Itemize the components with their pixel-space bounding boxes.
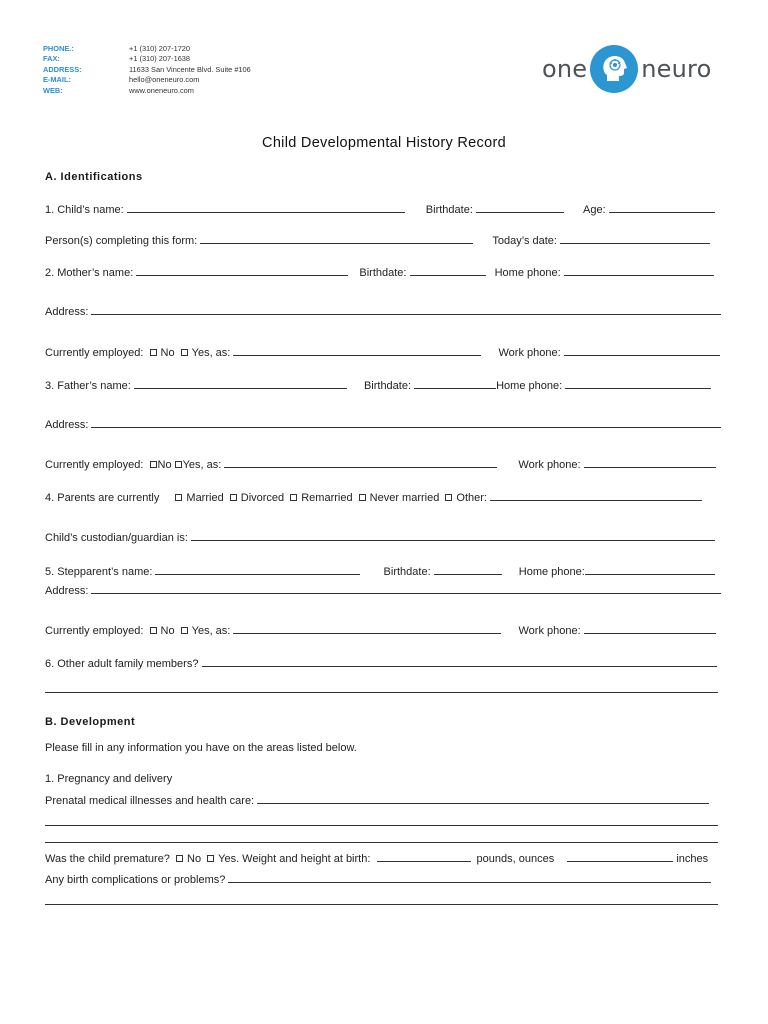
contact-value: hello@oneneuro.com (129, 75, 200, 85)
page-title: Child Developmental History Record (262, 135, 506, 151)
section-b-heading: B. Development (45, 716, 136, 728)
label-stepparent: 5. Stepparent’s name: (45, 566, 153, 578)
father-home-phone-field[interactable] (565, 378, 711, 389)
label-work-phone: Work phone: (498, 347, 561, 359)
label-premature: Was the child premature? (45, 853, 170, 865)
contact-block (43, 44, 251, 96)
remarried-checkbox[interactable] (290, 494, 297, 501)
label-yes-as: Yes, as: (191, 625, 231, 637)
contact-value: +1 (310) 207-1638 (129, 54, 191, 64)
label-home-phone: Home phone: (494, 267, 561, 279)
contact-row-fax (43, 54, 251, 64)
row-stepparent-employed (45, 623, 716, 637)
row-father-employed (45, 457, 716, 471)
label-complications: Any birth complications or problems? (45, 874, 226, 886)
label-currently-employed: Currently employed: (45, 459, 144, 471)
development-intro: Please fill in any information you have on the areas listed below. (45, 742, 357, 754)
stepparent-work-phone-field[interactable] (584, 623, 716, 634)
father-birthdate-field[interactable] (414, 378, 496, 389)
pregnancy-heading: 1. Pregnancy and delivery (45, 773, 173, 785)
row-prenatal (45, 793, 709, 807)
label-age: Age: (583, 204, 606, 216)
label-currently-employed: Currently employed: (45, 625, 144, 637)
row-child-name (45, 202, 715, 216)
contact-label: WEB: (43, 85, 63, 95)
other-adults-field[interactable] (202, 656, 717, 667)
persons-field[interactable] (200, 233, 473, 244)
row-complications (45, 872, 711, 886)
company-logo (542, 44, 711, 94)
logo-word-one: one (542, 55, 588, 83)
label-yes-as: Yes, as: (182, 459, 222, 471)
label-work-phone: Work phone: (518, 459, 581, 471)
label-address: Address: (45, 419, 89, 431)
child-age-field[interactable] (609, 202, 715, 213)
label-other: Other: (456, 492, 487, 504)
father-work-phone-field[interactable] (584, 457, 716, 468)
mother-home-phone-field[interactable] (564, 265, 714, 276)
divorced-checkbox[interactable] (230, 494, 237, 501)
custodian-field[interactable] (191, 530, 715, 541)
label-pounds: pounds, ounces (476, 853, 555, 865)
contact-label: PHONE.: (43, 44, 74, 53)
child-birthdate-field[interactable] (476, 202, 564, 213)
label-currently-employed: Currently employed: (45, 347, 144, 359)
label-no: No (157, 459, 172, 471)
mother-occupation-field[interactable] (233, 345, 481, 356)
todays-date-field[interactable] (560, 233, 710, 244)
father-occupation-field[interactable] (224, 457, 497, 468)
premature-yes-checkbox[interactable] (207, 855, 214, 862)
label-no: No (160, 347, 175, 359)
row-mother-address (45, 304, 721, 318)
label-prenatal: Prenatal medical illnesses and health care: (45, 795, 255, 807)
never-married-checkbox[interactable] (359, 494, 366, 501)
other-checkbox[interactable] (445, 494, 452, 501)
stepparent-home-phone-field[interactable] (585, 564, 715, 575)
label-todays-date: Today’s date: (492, 235, 557, 247)
label-never-married: Never married (369, 492, 440, 504)
other-adults-field-line-2[interactable] (45, 692, 718, 693)
row-stepparent-name (45, 564, 715, 578)
birth-weight-field[interactable] (377, 851, 471, 862)
label-parents-currently: 4. Parents are currently (45, 492, 160, 504)
contact-row-address (43, 65, 251, 75)
prenatal-field-line-2[interactable] (45, 825, 718, 826)
mother-employed-no-checkbox[interactable] (150, 349, 157, 356)
label-married: Married (186, 492, 224, 504)
label-yes-weight: Yes. Weight and height at birth: (218, 853, 371, 865)
married-checkbox[interactable] (175, 494, 182, 501)
father-address-field[interactable] (91, 417, 721, 428)
row-custodian (45, 530, 715, 544)
label-child-name: 1. Child’s name: (45, 204, 124, 216)
label-no: No (160, 625, 175, 637)
label-mother-name: 2. Mother’s name: (45, 267, 134, 279)
father-employed-yes-checkbox[interactable] (175, 461, 182, 468)
contact-row-phone (43, 44, 251, 54)
head-brain-icon (590, 45, 638, 93)
row-mother-name (45, 265, 714, 279)
prenatal-field-line-3[interactable] (45, 842, 718, 843)
label-address: Address: (45, 585, 89, 597)
father-employed-no-checkbox[interactable] (150, 461, 157, 468)
contact-label: ADDRESS: (43, 64, 82, 74)
mother-name-field[interactable] (136, 265, 348, 276)
label-remarried: Remarried (301, 492, 353, 504)
prenatal-field[interactable] (257, 793, 709, 804)
row-mother-employed (45, 345, 720, 359)
row-premature (45, 851, 708, 865)
mother-employed-yes-checkbox[interactable] (181, 349, 188, 356)
label-custodian: Child’s custodian/guardian is: (45, 532, 188, 544)
row-father-name (45, 378, 711, 392)
contact-value: www.oneneuro.com (129, 85, 194, 95)
label-birthdate: Birthdate: (425, 204, 473, 216)
stepparent-birthdate-field[interactable] (434, 564, 502, 575)
mother-address-field[interactable] (91, 304, 721, 315)
label-work-phone: Work phone: (518, 625, 581, 637)
contact-label: E-MAIL: (43, 75, 71, 85)
logo-word-neuro: neuro (641, 55, 712, 83)
label-address: Address: (45, 306, 89, 318)
stepparent-employed-no-checkbox[interactable] (150, 627, 157, 634)
label-yes-as: Yes, as: (191, 347, 231, 359)
row-persons-completing (45, 233, 710, 247)
contact-label: FAX: (43, 54, 60, 64)
label-divorced: Divorced (240, 492, 285, 504)
stepparent-address-field[interactable] (91, 583, 721, 594)
complications-field-line-2[interactable] (45, 904, 718, 905)
label-other-adults: 6. Other adult family members? (45, 658, 199, 670)
stepparent-name-field[interactable] (155, 564, 360, 575)
contact-value: 11633 San Vincente Blvd. Suite #106 (129, 64, 251, 74)
complications-field[interactable] (228, 872, 711, 883)
label-birthdate: Birthdate: (383, 566, 431, 578)
contact-row-web (43, 86, 251, 96)
contact-value: +1 (310) 207-1720 (129, 44, 191, 53)
premature-no-checkbox[interactable] (176, 855, 183, 862)
row-father-address (45, 417, 721, 431)
stepparent-employed-yes-checkbox[interactable] (181, 627, 188, 634)
stepparent-occupation-field[interactable] (233, 623, 501, 634)
mother-birthdate-field[interactable] (410, 265, 486, 276)
label-inches: inches (676, 853, 709, 865)
label-home-phone: Home phone: (518, 566, 585, 578)
label-persons: Person(s) completing this form: (45, 235, 198, 247)
label-home-phone: Home phone: (496, 380, 563, 392)
label-birthdate: Birthdate: (363, 380, 412, 392)
child-name-field[interactable] (127, 202, 405, 213)
row-other-adults (45, 656, 717, 670)
mother-work-phone-field[interactable] (564, 345, 720, 356)
row-parents-status (45, 490, 702, 504)
birth-height-field[interactable] (567, 851, 673, 862)
row-stepparent-address (45, 583, 721, 597)
contact-row-email (43, 75, 251, 85)
other-status-field[interactable] (490, 490, 702, 501)
father-name-field[interactable] (134, 378, 347, 389)
section-a-heading: A. Identifications (45, 171, 143, 183)
label-birthdate: Birthdate: (359, 267, 407, 279)
label-father-name: 3. Father’s name: (45, 380, 131, 392)
label-no: No (187, 853, 202, 865)
